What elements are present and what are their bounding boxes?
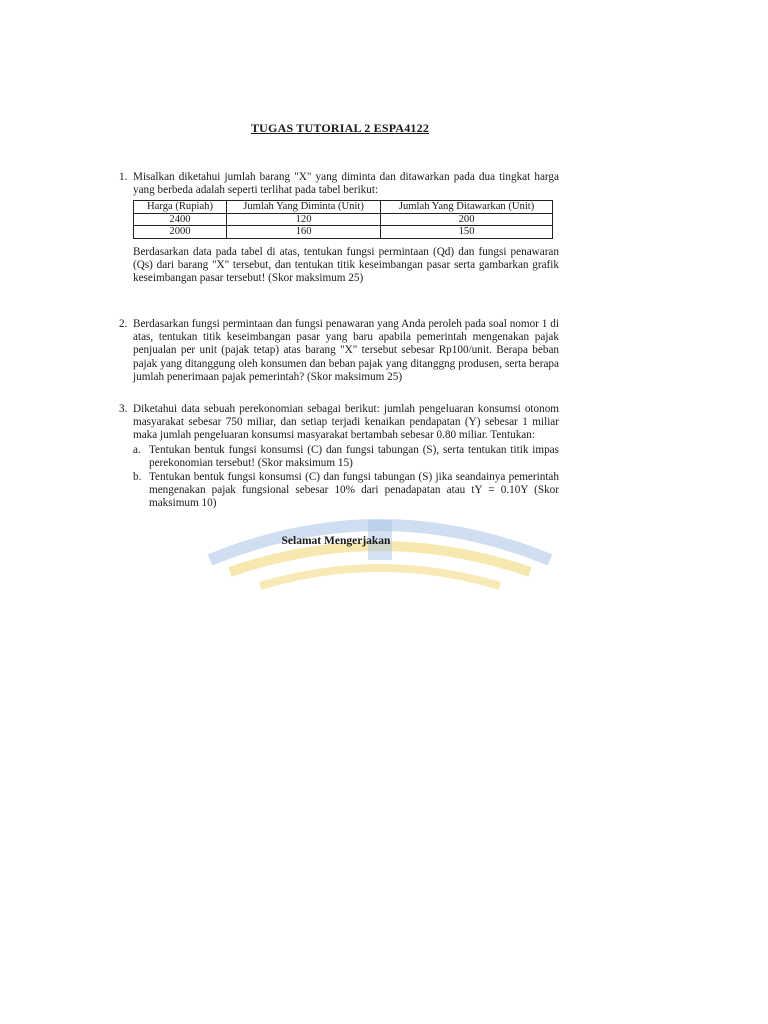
table-row (134, 213, 553, 226)
sub-question-text: Tentukan bentuk fungsi konsumsi (C) dan fungsi tabungan (S), serta tentukan titik impas perekonomian tersebut! (Skor maksimum 15) (149, 443, 559, 469)
price-quantity-table (133, 200, 553, 239)
sub-question-text: Tentukan bentuk fungsi konsumsi (C) dan fungsi tabungan (S) jika seandainya pemerintah mengenakan pajak fungsional sebesar 10% dari penadapatan atau tY = 0.10Y (Skor maksimum 10) (149, 471, 559, 510)
document-title: TUGAS TUTORIAL 2 ESPA4122 (250, 121, 430, 135)
question-number: 1. (119, 171, 128, 183)
closing-text: Selamat Mengerjakan (281, 535, 391, 547)
question-number: 3. (119, 403, 128, 415)
question-number: 2. (119, 318, 128, 330)
sub-question-label: a. (133, 443, 141, 456)
table-cell: 150 (381, 226, 553, 239)
question-text: Berdasarkan fungsi permintaan dan fungsi penawaran yang Anda peroleh pada soal nomor 1 di atas, tentukan titik keseimbangan pasar yang baru apabila pemerintah mengenakan pajak penjualan per unit (pajak tetap) atas barang "X" tersebut sebesar Rp100/unit. Berapa beban pajak yang ditanggung oleh konsumen dan beban pajak yang ditanggng produsen, serta berapa jumlah penerimaan pajak pemerintah? (Skor maksimum 25) (133, 318, 559, 383)
table-header-demand: Jumlah Yang Diminta (Unit) (227, 201, 381, 214)
table-header-price: Harga (Rupiah) (134, 201, 227, 214)
sub-question-b (133, 471, 559, 511)
table-cell: 2400 (134, 213, 227, 226)
question-intro: Misalkan diketahui jumlah barang "X" yang diminta dan ditawarkan pada dua tingkat harga yang berbeda adalah seperti terlihat pada tabel berikut: (133, 171, 559, 197)
question-text: Diketahui data sebuah perekonomian sebagai berikut: jumlah pengeluaran konsumsi otonom masyarakat sebesar 750 miliar, dan setiap terjadi kenaikan pendapatan (Y) sebesar 1 miliar maka jumlah pengeluaran konsumsi masyarakat bertambah sebesar 0.80 miliar. Tentukan: (133, 403, 559, 442)
table-cell: 120 (227, 213, 381, 226)
table-row (134, 226, 553, 239)
sub-question-label: b. (133, 471, 142, 484)
table-header-supply: Jumlah Yang Ditawarkan (Unit) (381, 201, 553, 214)
question-1 (119, 171, 559, 286)
table-cell: 160 (227, 226, 381, 239)
question-2 (119, 318, 559, 384)
question-3 (119, 403, 559, 511)
question-outro: Berdasarkan data pada tabel di atas, tentukan fungsi permintaan (Qd) dan fungsi penawaran (Qs) dari barang "X" tersebut, dan tentukan titik keseimbangan pasar serta gambarkan grafik keseimbangan pasar tersebut! (Skor maksimum 25) (133, 245, 559, 285)
table-cell: 200 (381, 213, 553, 226)
table-cell: 2000 (134, 226, 227, 239)
sub-question-a (133, 444, 559, 470)
